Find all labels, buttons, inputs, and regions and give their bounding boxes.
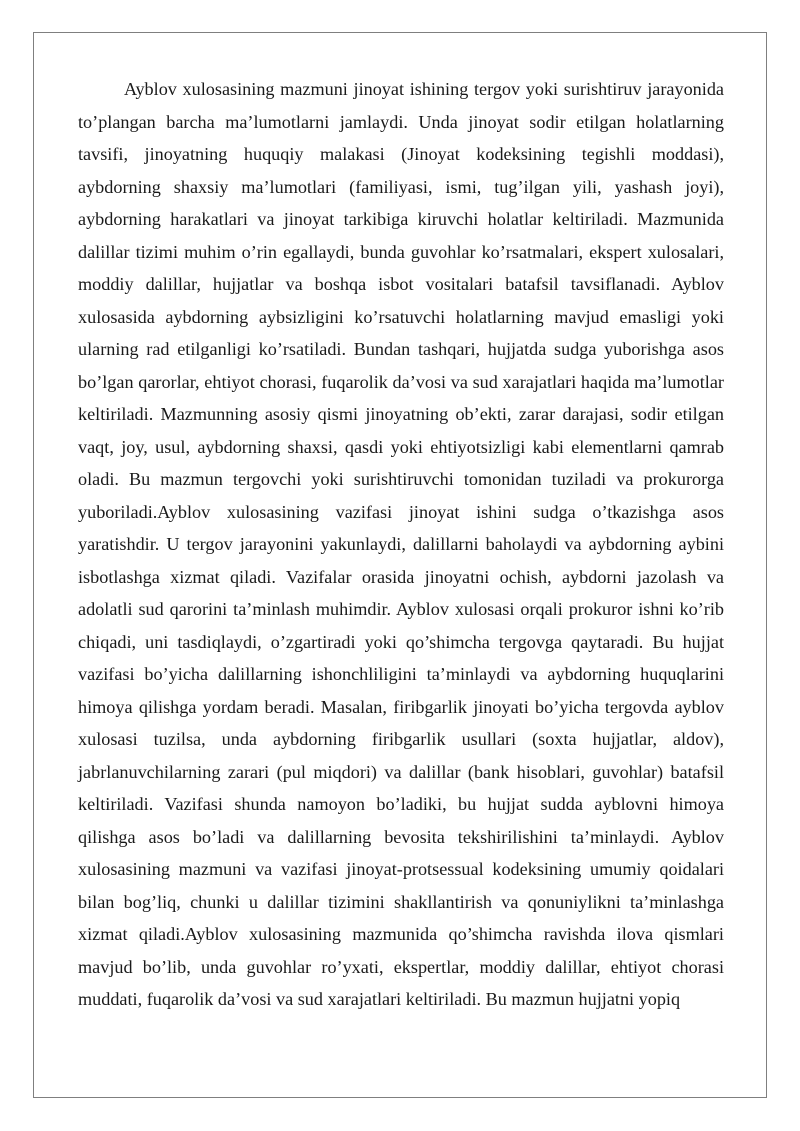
body-paragraph: Ayblov xulosasining mazmuni jinoyat ishining tergov yoki surishtiruv jarayonida to’plangan barcha ma’lumotlarni jamlaydi. Unda jinoyat sodir etilgan holatlarning tavsifi, jinoyatning huquqiy malakasi (Jinoyat kodeksining tegishli moddasi), aybdorning shaxsiy ma’lumotlari (familiyasi, ismi, tug’ilgan yili, yashash joyi), aybdorning harakatlari va jinoyat tarkibiga kiruvchi holatlar keltiriladi. Mazmunida dalillar tizimi muhim o’rin egallaydi, bunda guvohlar ko’rsatmalari, ekspert xulosalari, moddiy dalillar, hujjatlar va boshqa isbot vositalari batafsil tavsiflanadi. Ayblov xulosasida aybdorning aybsizligini ko’rsatuvchi holatlarning mavjud emasligi yoki ularning rad etilganligi ko’rsatiladi. Bundan tashqari, hujjatda sudga yuborishga asos bo’lgan qarorlar, ehtiyot chorasi, fuqarolik da’vosi va sud xarajatlari haqida ma’lumotlar keltiriladi. Mazmunning asosiy qismi jinoyatning ob’ekti, zarar darajasi, sodir etilgan vaqt, joy, usul, aybdorning shaxsi, qasdi yoki ehtiyotsizligi kabi elementlarni qamrab oladi. Bu mazmun tergovchi yoki surishtiruvchi tomonidan tuziladi va prokurorga yuboriladi.Ayblov xulosasining vazifasi jinoyat ishini sudga o’tkazishga asos yaratishdir. U tergov jarayonini yakunlaydi, dalillarni baholaydi va aybdorning aybini isbotlashga xizmat qiladi. Vazifalar orasida jinoyatni ochish, aybdorni jazolash va adolatli sud qarorini ta’minlash muhimdir. Ayblov xulosasi orqali prokuror ishni ko’rib chiqadi, uni tasdiqlaydi, o’zgartiradi yoki qo’shimcha tergovga qaytaradi. Bu hujjat vazifasi bo’yicha dalillarning ishonchliligini ta’minlaydi va aybdorning huquqlarini himoya qilishga yordam beradi. Masalan, firibgarlik jinoyati bo’yicha tergovda ayblov xulosasi tuzilsa, unda aybdorning firibgarlik usullari (soxta hujjatlar, aldov), jabrlanuvchilarning zarari (pul miqdori) va dalillar (bank hisoblari, guvohlar) batafsil keltiriladi. Vazifasi shunda namoyon bo’ladiki, bu hujjat sudda ayblovni himoya qilishga asos bo’ladi va dalillarning bevosita tekshirilishini ta’minlaydi. Ayblov xulosasining mazmuni va vazifasi jinoyat-protsessual kodeksining umumiy qoidalari bilan bog’liq, chunki u dalillar tizimini shakllantirish va qonuniylikni ta’minlashga xizmat qiladi.Ayblov xulosasining mazmunida qo’shimcha ravishda ilova qismlari mavjud bo’lib, unda guvohlar ro’yxati, ekspertlar, moddiy dalillar, ehtiyot chorasi muddati, fuqarolik da’vosi va sud xarajatlari keltiriladi. Bu mazmun hujjatni yopiq: [78, 79, 724, 1009]
